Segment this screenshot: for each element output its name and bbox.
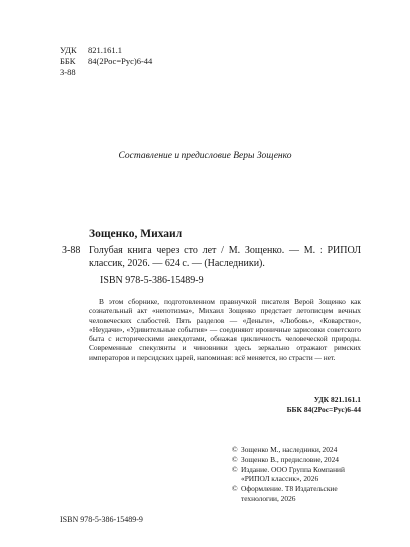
copyright-symbol: © [232, 454, 238, 464]
isbn-line: ISBN 978-5-386-15489-9 [100, 275, 204, 286]
copyright-symbol: © [232, 464, 238, 474]
copyright-line [232, 465, 364, 485]
isbn-bottom: ISBN 978-5-386-15489-9 [60, 515, 143, 524]
copyright-line [232, 455, 364, 465]
bbk-value: 84(2Рос=Рус)6-44 [88, 56, 153, 66]
annotation-text: В этом сборнике, подготовленном правнучкой писателя Верой Зощенко как сознательный акт «непотизма», Михаил Зощенко предстает летописцем вечных человеческих слабостей. Пять разделов — «Деньги», «Любовь», «Коварство», «Неудачи», «Удивительные события» — соединяют ироничные зарисовки советского быта с историческими анекдотами, обнажая цикличность человеческой природы. Современные спекулянты и чиновники здесь зеркально отражают римских императоров и персидских царей, напоминая: всё меняется, но страсти — нет. [89, 297, 361, 362]
copyright-text: Зощенко В., предисловие, 2024 [241, 454, 339, 464]
bbk-bottom: ББК 84(2Рос=Рус)6-44 [286, 405, 361, 414]
copyright-text: Зощенко М., наследники, 2024 [241, 445, 338, 454]
copyright-line [232, 484, 364, 504]
copyright-text: Оформление. Т8 Издательские технологии, 2026 [241, 484, 338, 503]
copyright-symbol: © [232, 484, 238, 494]
bbk-label: ББК [60, 56, 76, 66]
udk-value: 821.161.1 [88, 45, 122, 55]
udk-label: УДК [60, 45, 77, 55]
author-code-top: З-88 [60, 67, 76, 77]
copyright-line [232, 445, 364, 455]
author-heading: Зощенко, Михаил [89, 228, 183, 240]
classification-bottom [287, 395, 361, 415]
copyright-block [232, 445, 364, 504]
copyright-text: Издание. ООО Группа Компаний «РИПОЛ классик», 2026 [241, 464, 345, 484]
compiler-note: Составление и предисловие Веры Зощенко [118, 151, 292, 161]
udk-row [60, 45, 152, 56]
classification-block [60, 45, 152, 78]
copyright-symbol: © [232, 445, 238, 454]
author-code: З-88 [62, 245, 81, 256]
bbk-row [60, 56, 152, 67]
bibliographic-record: Голубая книга через сто лет / М. Зощенко. — М. : РИПОЛ классик, 2026. — 624 с. — (Наследники). [89, 245, 361, 269]
author-code-row [60, 67, 152, 78]
udk-bottom: УДК 821.161.1 [313, 395, 361, 404]
